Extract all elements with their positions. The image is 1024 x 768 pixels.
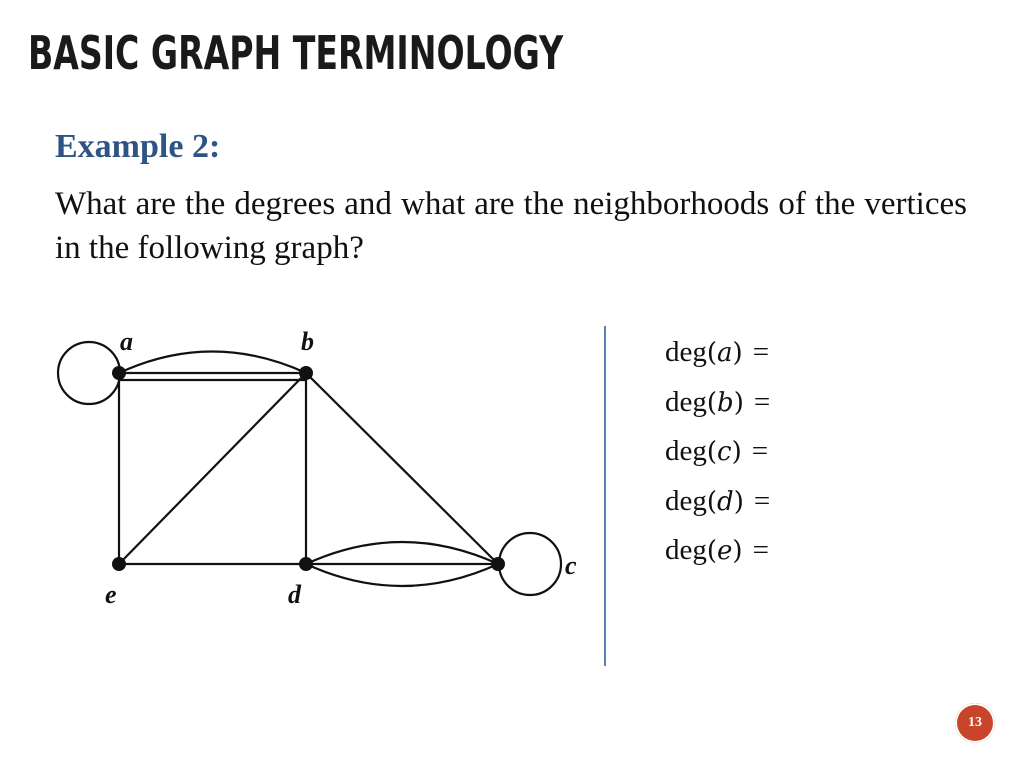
- edge-b-e: [119, 373, 306, 564]
- graph-figure: [0, 0, 600, 640]
- vertex-label-b: b: [301, 327, 314, 356]
- vertex-label-a: a: [120, 327, 133, 356]
- degree-fn: deg: [665, 336, 707, 368]
- edge-b-c: [306, 373, 498, 564]
- loop-a: [58, 342, 120, 404]
- edge-d-c-3: [306, 564, 498, 586]
- page-number-badge: 13: [955, 703, 995, 743]
- degree-equals: =: [753, 484, 771, 517]
- degree-fn: deg: [665, 484, 707, 517]
- vertex-e: [112, 557, 126, 571]
- question-text: What are the degrees and what are the neighborhoods of the vertices in the following graph?: [55, 186, 967, 266]
- degree-fn: deg: [665, 534, 707, 566]
- slide-title: BASIC GRAPH TERMINOLOGY: [28, 26, 564, 80]
- degree-equals: =: [751, 435, 769, 467]
- edge-d-c-2: [306, 542, 498, 564]
- degree-equals: =: [752, 336, 770, 368]
- degree-vertex: e: [717, 536, 733, 566]
- degree-vertex: b: [717, 387, 734, 418]
- vertex-label-e: e: [105, 580, 117, 609]
- loop-c: [499, 533, 561, 595]
- degree-row-c: deg(c) =: [665, 435, 769, 467]
- vertex-label-c: c: [565, 551, 577, 580]
- vertex-a: [112, 366, 126, 380]
- vertex-b: [299, 366, 313, 380]
- degree-vertex: a: [717, 338, 733, 368]
- vertical-divider: [604, 326, 606, 666]
- vertex-label-d: d: [288, 580, 301, 609]
- degree-fn: deg: [665, 385, 707, 418]
- example-heading: Example 2:: [55, 128, 221, 165]
- degree-row-d: deg(d) =: [665, 484, 771, 517]
- degree-equals: =: [753, 385, 771, 418]
- vertex-d: [299, 557, 313, 571]
- degree-row-b: deg(b) =: [665, 385, 771, 418]
- degree-row-a: deg(a) =: [665, 336, 770, 368]
- degree-fn: deg: [665, 435, 707, 467]
- vertex-c: [491, 557, 505, 571]
- degree-list: [665, 328, 770, 576]
- degree-equals: =: [752, 534, 769, 566]
- edge-a-b-3: [119, 352, 306, 374]
- degree-row-e: deg(e) =: [665, 534, 769, 566]
- degree-vertex: c: [717, 437, 732, 467]
- degree-vertex: d: [717, 486, 734, 517]
